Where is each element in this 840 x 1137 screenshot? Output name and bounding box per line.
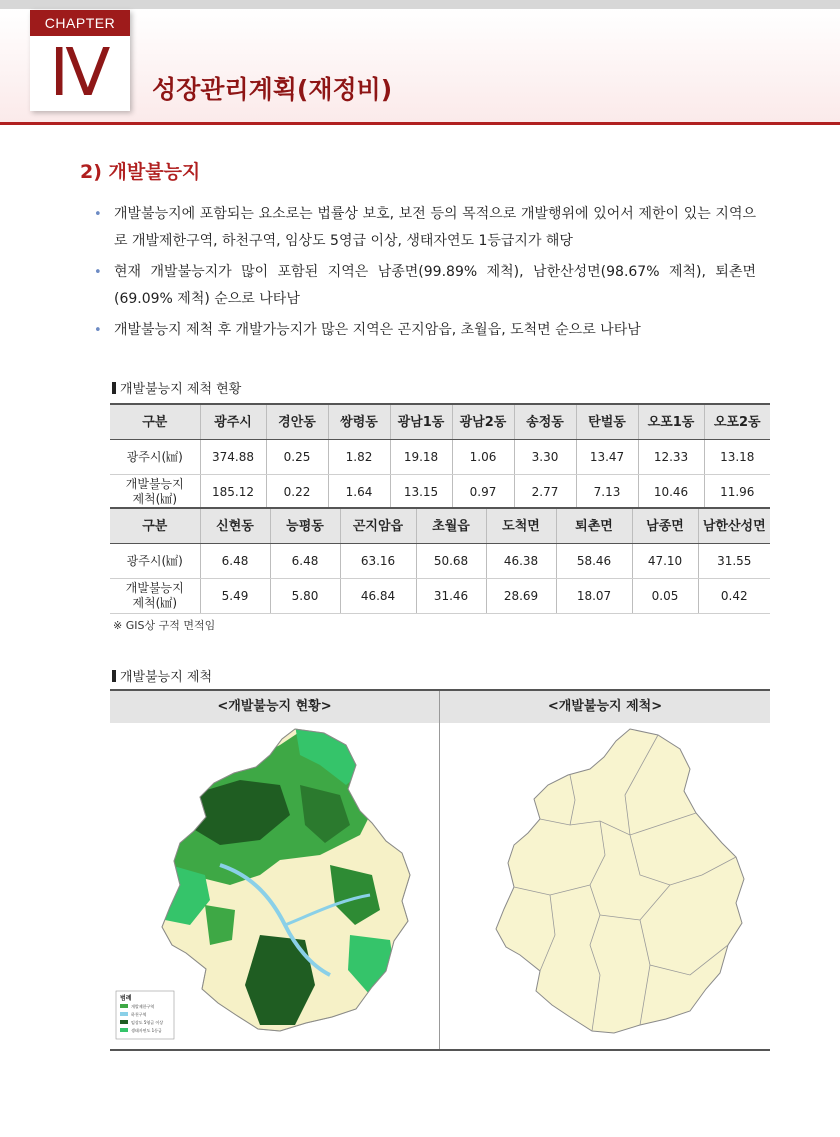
table-cell: 19.18 bbox=[390, 440, 452, 475]
table-cell: 1.64 bbox=[328, 475, 390, 510]
table-cell: 47.10 bbox=[632, 544, 698, 579]
header-cell: 남한산성면 bbox=[698, 508, 770, 544]
table-note: ※ GIS상 구적 면적임 bbox=[113, 619, 216, 632]
table-cell: 185.12 bbox=[200, 475, 266, 510]
header-cell: 퇴촌면 bbox=[556, 508, 632, 544]
table-cell: 18.07 bbox=[556, 579, 632, 614]
bullet-item: • 개발불능지에 포함되는 요소로는 법률상 보호, 보전 등의 목적으로 개발행위에 있어서 제한이 있는 지역으로 개발제한구역, 하천구역, 임상도 5영급 이상, 생태자연도 1등급지가 해당 bbox=[92, 201, 756, 255]
chapter-number: Ⅳ bbox=[49, 37, 111, 110]
table-cell: 3.30 bbox=[514, 440, 576, 475]
green-belt-area bbox=[205, 905, 235, 945]
bullet-list bbox=[92, 201, 756, 348]
row-label-line: 제척(㎢) bbox=[132, 596, 178, 610]
table-cell: 28.69 bbox=[486, 579, 556, 614]
header-cell: 능평동 bbox=[270, 508, 340, 544]
table-cell: 0.42 bbox=[698, 579, 770, 614]
row-label: 광주시(㎢) bbox=[110, 440, 200, 475]
table-header-row bbox=[110, 508, 770, 544]
table-caption-text: 개발불능지 제척 현황 bbox=[120, 382, 242, 397]
table-row bbox=[110, 579, 770, 614]
legend-label: 생태자연도 1등급 bbox=[131, 1028, 162, 1033]
table-cell: 0.05 bbox=[632, 579, 698, 614]
region-shape bbox=[496, 729, 744, 1033]
row-label bbox=[110, 579, 200, 614]
left-map-title: <개발불능지 현황> bbox=[110, 691, 439, 723]
header-cell: 쌍령동 bbox=[328, 404, 390, 440]
table-cell: 5.80 bbox=[270, 579, 340, 614]
header-cell: 경안동 bbox=[266, 404, 328, 440]
table-cell: 13.47 bbox=[576, 440, 638, 475]
table-header-row bbox=[110, 404, 770, 440]
section-title: 2) 개발불능지 bbox=[80, 161, 201, 183]
table-cell: 1.06 bbox=[452, 440, 514, 475]
right-map-title: <개발불능지 제척> bbox=[440, 691, 770, 723]
header-cell: 곤지암읍 bbox=[340, 508, 416, 544]
table-cell: 63.16 bbox=[340, 544, 416, 579]
row-label-line: 개발불능지 bbox=[125, 581, 184, 595]
header-rule bbox=[0, 122, 840, 125]
bullet-item: • 현재 개발불능지가 많이 포함된 지역은 남종면(99.89% 제척), 남한산성면(98.67% 제척), 퇴촌면(69.09% 제척) 순으로 나타남 bbox=[92, 259, 756, 313]
row-label: 광주시(㎢) bbox=[110, 544, 200, 579]
table-cell: 31.46 bbox=[416, 579, 486, 614]
stats-table-1 bbox=[110, 403, 770, 510]
table-cell: 31.55 bbox=[698, 544, 770, 579]
row-label-line: 제척(㎢) bbox=[132, 492, 178, 506]
table-cell: 0.97 bbox=[452, 475, 514, 510]
table-row bbox=[110, 440, 770, 475]
row-label bbox=[110, 475, 200, 510]
map-caption-text: 개발불능지 제척 bbox=[120, 670, 213, 685]
table-cell: 10.46 bbox=[638, 475, 704, 510]
table-cell: 46.84 bbox=[340, 579, 416, 614]
header-cell: 오포1동 bbox=[638, 404, 704, 440]
header-cell: 광주시 bbox=[200, 404, 266, 440]
table-cell: 50.68 bbox=[416, 544, 486, 579]
map-caption bbox=[112, 666, 212, 685]
bullet-item: • 개발불능지 제척 후 개발가능지가 많은 지역은 곤지암읍, 초월읍, 도척면 순으로 나타남 bbox=[92, 317, 756, 344]
table-cell: 6.48 bbox=[200, 544, 270, 579]
legend-label: 임상도 5영급 이상 bbox=[131, 1020, 164, 1025]
table-cell: 13.18 bbox=[704, 440, 770, 475]
map-legend bbox=[116, 991, 174, 1039]
table-cell: 0.25 bbox=[266, 440, 328, 475]
header-cell: 구분 bbox=[110, 508, 200, 544]
row-label-line: 개발불능지 bbox=[125, 477, 184, 491]
map-panel bbox=[110, 689, 770, 1051]
stats-table-2 bbox=[110, 507, 770, 614]
restricted-land-map bbox=[110, 725, 439, 1045]
table-cell: 5.49 bbox=[200, 579, 270, 614]
header-cell: 남종면 bbox=[632, 508, 698, 544]
legend-swatch bbox=[120, 1028, 128, 1032]
legend-title: 범례 bbox=[120, 995, 132, 1002]
caption-bar bbox=[112, 670, 116, 682]
header-cell: 탄벌동 bbox=[576, 404, 638, 440]
chapter-label: CHAPTER bbox=[30, 10, 130, 36]
header-cell: 오포2동 bbox=[704, 404, 770, 440]
table-cell: 11.96 bbox=[704, 475, 770, 510]
table-row bbox=[110, 475, 770, 510]
table-caption bbox=[112, 378, 241, 397]
header-cell: 광남1동 bbox=[390, 404, 452, 440]
legend-swatch bbox=[120, 1012, 128, 1016]
header-cell: 구분 bbox=[110, 404, 200, 440]
table-cell: 0.22 bbox=[266, 475, 328, 510]
table-row bbox=[110, 544, 770, 579]
header-cell: 송정동 bbox=[514, 404, 576, 440]
caption-bar bbox=[112, 382, 116, 394]
header-cell: 신현동 bbox=[200, 508, 270, 544]
table-cell: 1.82 bbox=[328, 440, 390, 475]
header-cell: 광남2동 bbox=[452, 404, 514, 440]
legend-swatch bbox=[120, 1004, 128, 1008]
table-cell: 58.46 bbox=[556, 544, 632, 579]
table-cell: 2.77 bbox=[514, 475, 576, 510]
header-cell: 초월읍 bbox=[416, 508, 486, 544]
legend-label: 개발제한구역 bbox=[131, 1004, 155, 1009]
chapter-badge bbox=[30, 10, 130, 111]
table-cell: 46.38 bbox=[486, 544, 556, 579]
table-cell: 374.88 bbox=[200, 440, 266, 475]
table-cell: 13.15 bbox=[390, 475, 452, 510]
table-cell: 12.33 bbox=[638, 440, 704, 475]
top-strip bbox=[0, 0, 840, 9]
legend-label: 하천구역 bbox=[131, 1012, 147, 1017]
exclusion-result-map bbox=[440, 725, 770, 1045]
table-cell: 7.13 bbox=[576, 475, 638, 510]
legend-swatch bbox=[120, 1020, 128, 1024]
table-cell: 6.48 bbox=[270, 544, 340, 579]
chapter-title: 성장관리계획(재정비) bbox=[152, 75, 393, 104]
header-cell: 도척면 bbox=[486, 508, 556, 544]
